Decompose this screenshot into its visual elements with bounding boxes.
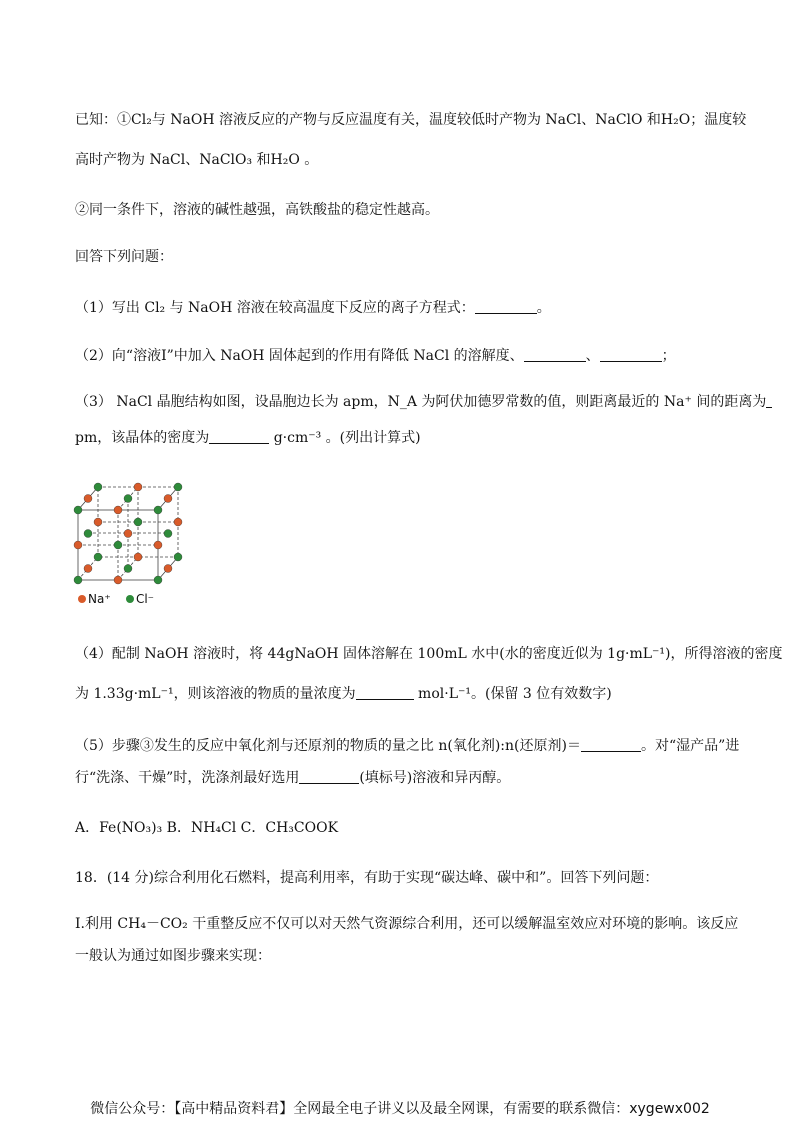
question-1	[75, 298, 551, 318]
na-ion	[94, 518, 102, 526]
na-ion	[134, 483, 142, 491]
question-5-line-2	[75, 768, 510, 788]
question-18-line-3: 一般认为通过如图步骤来实现：	[75, 948, 271, 964]
na-ion-marker	[78, 595, 86, 603]
question-3-text-3: g·cm⁻³ 。(列出计算式)	[269, 430, 421, 446]
answer-blank-5b[interactable]	[299, 769, 359, 784]
answer-blank-3b[interactable]	[209, 429, 269, 444]
question-5-options: A．Fe(NO₃)₃ B．NH₄Cl C．CH₃COOK	[75, 820, 339, 836]
question-2-text: （2）向“溶液I”中加入 NaOH 固体起到的作用有降低 NaCl 的溶解度、	[75, 348, 524, 364]
known-line-1: 已知：①Cl₂与 NaOH 溶液反应的产物与反应温度有关，温度较低时产物为 NaCl、NaClO 和H₂O；温度较	[75, 112, 747, 128]
cl-ion-marker	[126, 595, 134, 603]
question-3-line-1	[75, 392, 772, 412]
question-5-text: （5）步骤③发生的反应中氧化剂与还原剂的物质的量之比 n(氧化剂):n(还原剂)＝	[75, 738, 581, 754]
question-1-end: 。	[536, 300, 551, 316]
cl-ion	[74, 576, 82, 584]
question-5-text-2: 。对“湿产品”进	[640, 738, 740, 754]
question-4-text-3: mol·L⁻¹。(保留 3 位有效数字)	[413, 686, 612, 702]
answer-blank-5a[interactable]	[581, 737, 641, 752]
cl-ion	[174, 553, 182, 561]
question-5-line-1	[75, 736, 739, 756]
answer-blank-2b[interactable]	[600, 347, 662, 362]
question-4-text-2: 为 1.33g·mL⁻¹，则该溶液的物质的量浓度为	[75, 686, 356, 702]
na-ion	[114, 576, 122, 584]
question-2-sep: 、	[585, 348, 600, 364]
footer-notice: 微信公众号：【高中精品资料君】全网最全电子讲义以及最全网课，有需要的联系微信：xygewx002	[90, 1101, 710, 1117]
answer-blank-2a[interactable]	[524, 347, 586, 362]
known-line-2: 高时产物为 NaCl、NaClO₃ 和H₂O 。	[75, 152, 319, 168]
cl-ion	[114, 541, 122, 549]
question-5-text-4: (填标号)溶液和异丙醇。	[359, 770, 511, 786]
na-ion	[164, 495, 172, 503]
na-ion	[114, 506, 122, 514]
cl-ion	[154, 576, 162, 584]
na-ion-label: Na⁺	[88, 592, 111, 606]
question-4-line-2	[75, 684, 612, 704]
question-3-line-2	[75, 428, 421, 448]
na-ion	[154, 541, 162, 549]
question-18-line-1: 18．(14 分)综合利用化石燃料，提高利用率，有助于实现“碳达峰、碳中和”。回答下列问题：	[75, 870, 659, 886]
question-3-text: （3） NaCl 晶胞结构如图，设晶胞边长为 apm，N_A 为阿伏加德罗常数的值，则距离最近的 Na⁺ 间的距离为	[75, 394, 767, 410]
question-5-text-3: 行“洗涤、干燥”时，洗涤剂最好选用	[75, 770, 300, 786]
question-2	[75, 346, 676, 366]
na-ion	[174, 518, 182, 526]
cl-ion	[124, 495, 132, 503]
cl-ion	[174, 483, 182, 491]
question-4-line-1: （4）配制 NaOH 溶液时，将 44gNaOH 固体溶解在 100mL 水中(水的密度近似为 1g·mL⁻¹)，所得溶液的密度	[75, 646, 783, 662]
cl-ion	[124, 565, 132, 573]
na-ion	[134, 553, 142, 561]
cl-ion	[154, 506, 162, 514]
answer-blank-4[interactable]	[356, 685, 414, 700]
cl-ion	[74, 506, 82, 514]
answer-blank-1[interactable]	[475, 299, 537, 314]
cl-ion	[84, 530, 92, 538]
prompt-text: 回答下列问题：	[75, 249, 173, 265]
cl-ion	[134, 518, 142, 526]
question-2-end: ；	[661, 348, 676, 364]
cl-ion-label: Cl⁻	[135, 592, 154, 606]
question-1-text: （1）写出 Cl₂ 与 NaOH 溶液在较高温度下反应的离子方程式：	[75, 300, 475, 316]
na-ion	[84, 565, 92, 573]
crystal-legend	[78, 592, 154, 606]
na-ion	[124, 530, 132, 538]
na-ion	[74, 541, 82, 549]
known-line-3: ②同一条件下，溶液的碱性越强，高铁酸盐的稳定性越高。	[75, 202, 439, 218]
question-3-text-2: pm，该晶体的密度为	[75, 430, 210, 446]
cl-ion	[94, 483, 102, 491]
na-ion	[84, 495, 92, 503]
na-ion	[164, 565, 172, 573]
cl-ion	[94, 553, 102, 561]
question-18-line-2: I.利用 CH₄－CO₂ 干重整反应不仅可以对天然气资源综合利用，还可以缓解温室效应对环境的影响。该反应	[75, 916, 739, 932]
cl-ion	[164, 530, 172, 538]
answer-blank-3a[interactable]	[766, 393, 772, 408]
